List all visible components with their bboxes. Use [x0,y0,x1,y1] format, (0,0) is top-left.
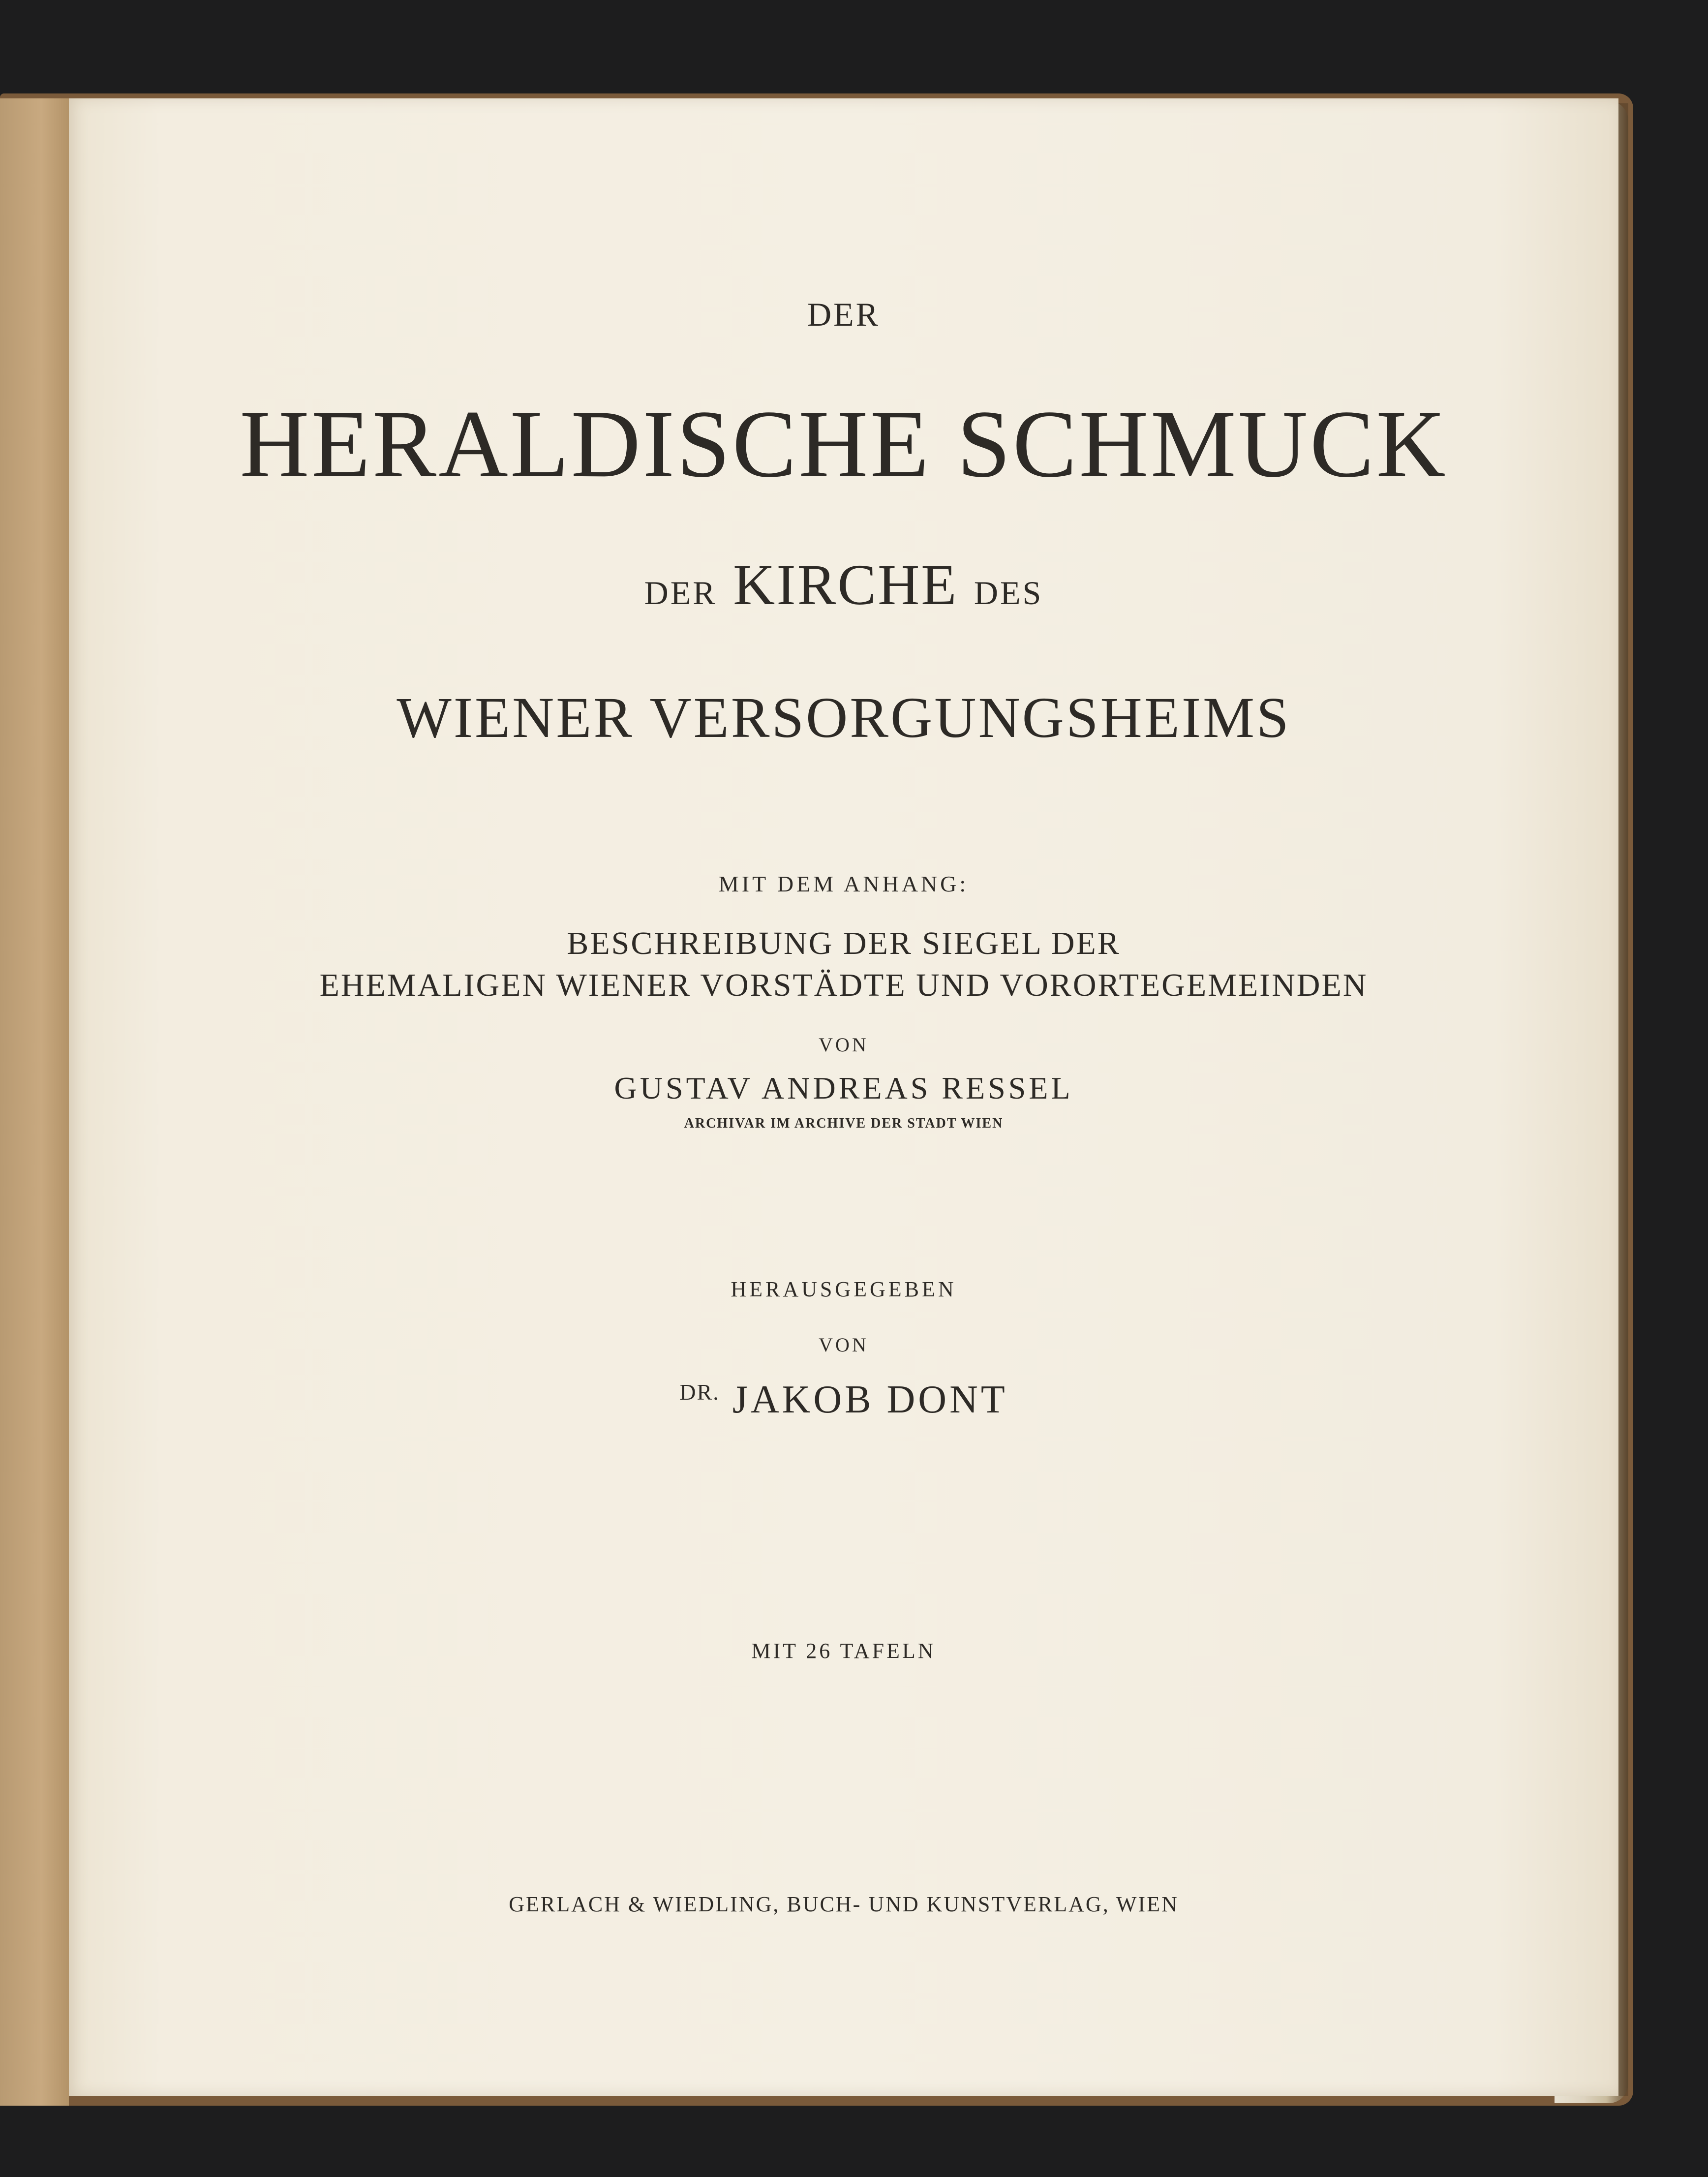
editor-name: JAKOB DONT [732,1378,1008,1421]
appendix-intro: MIT DEM ANHANG: [718,871,969,896]
von-author-label: VON [819,1034,869,1056]
publisher-imprint: GERLACH & WIEDLING, BUCH- UND KUNSTVERLAG, WIEN [509,1892,1179,1916]
title-des-word: DES [974,574,1043,612]
appendix-line-2: EHEMALIGEN WIENER VORSTÄDTE UND VORORTEGEMEINDEN [319,967,1368,1003]
main-title: HERALDISCHE SCHMUCK [240,391,1448,497]
title-kirche-word: KIRCHE [733,552,958,617]
editor-name-line [69,1378,1618,1422]
herausgegeben-label: HERAUSGEGEBEN [731,1277,957,1301]
editor-prefix: DR. [679,1380,720,1405]
left-endpaper [0,98,69,2106]
author-name: GUSTAV ANDREAS RESSEL [614,1071,1073,1105]
title-der-word: DER [644,574,717,612]
title-line-kirche [69,552,1618,617]
title-article: DER [807,296,880,333]
author-role: ARCHIVAR IM ARCHIVE DER STADT WIEN [684,1116,1004,1131]
title-page [69,98,1618,2096]
page-fold-shadow [1618,103,1628,2096]
von-editor-label: VON [819,1334,869,1356]
plates-note: MIT 26 TAFELN [751,1639,936,1663]
title-line-wiener: WIENER VERSORGUNGSHEIMS [396,685,1291,750]
appendix-line-1: BESCHREIBUNG DER SIEGEL DER [567,925,1121,961]
